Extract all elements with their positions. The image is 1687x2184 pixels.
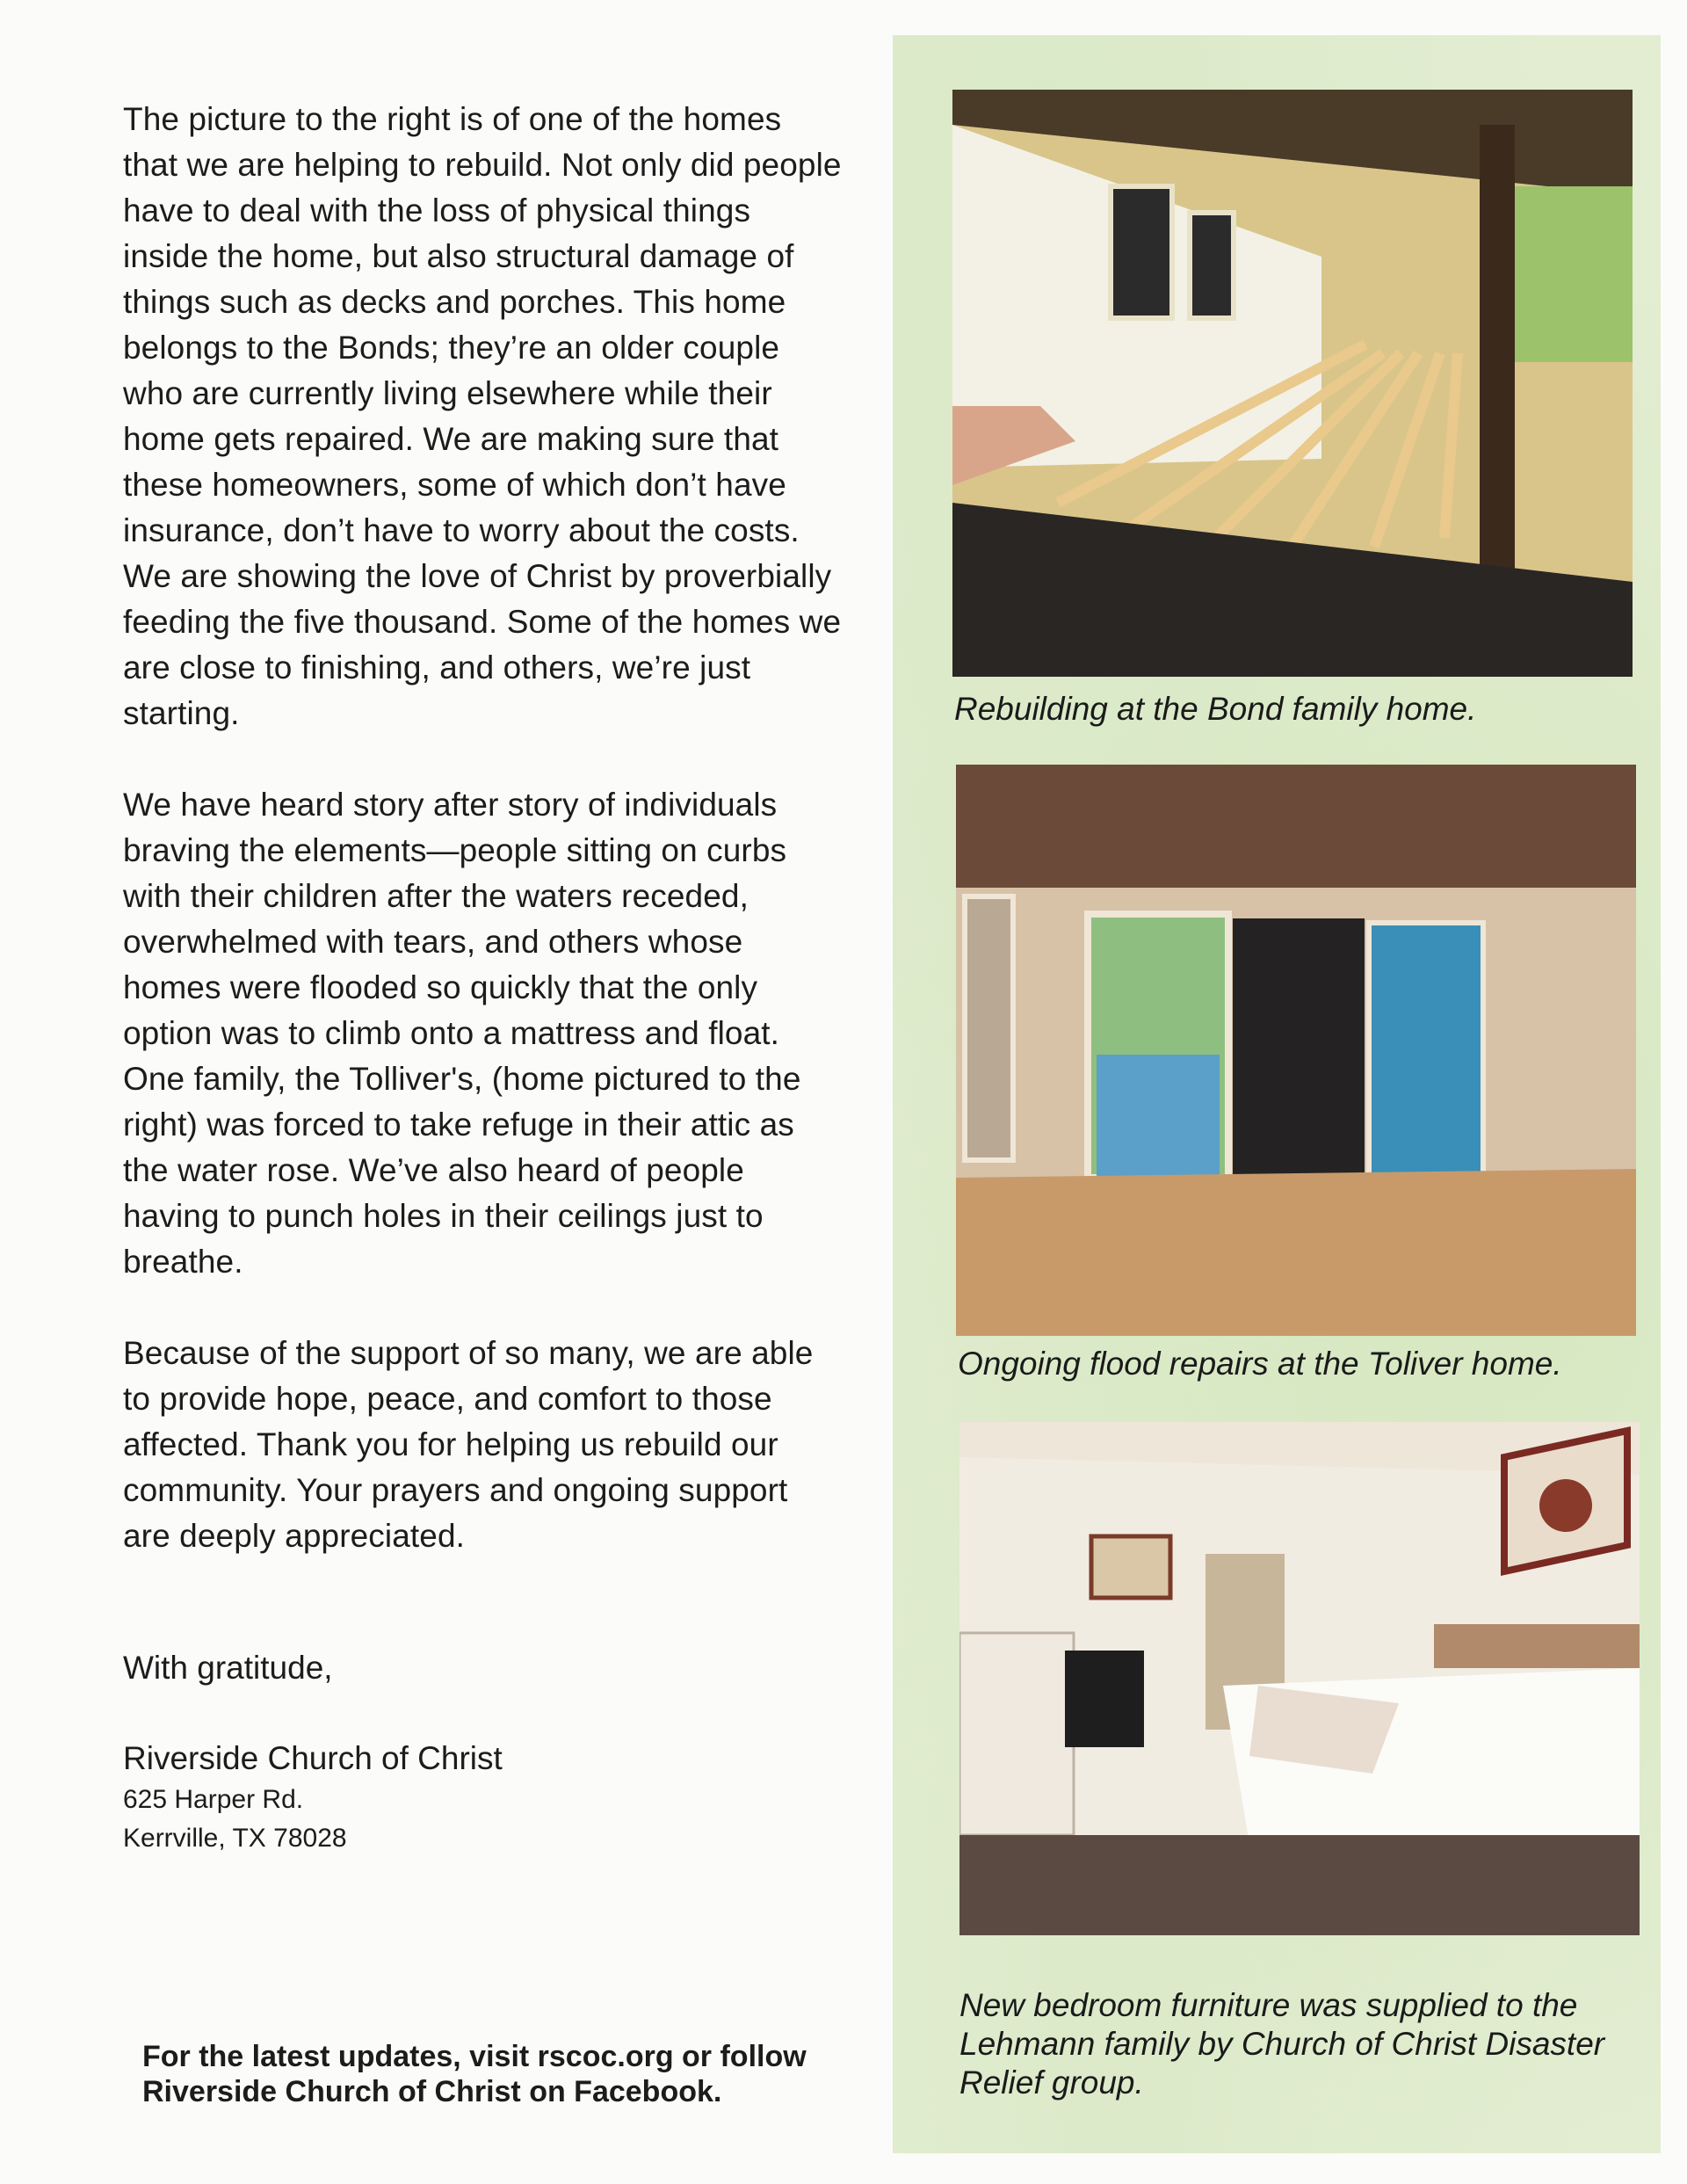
paragraph-2: We have heard story after story of individuals braving the elements—people sitting on curbs with their children after the waters receded, overwhelmed with tears, and others whose homes were flooded so quickly that the only option was to climb onto a mattress and float. One family, the Tolliver's, (home pictured to the right) was forced to take refuge in their attic as the water rose. We’ve also heard of people having to punch holes in their ceilings just to breathe. (123, 787, 801, 1280)
lehmann-home-photo (959, 1422, 1640, 1935)
flood-room-image (956, 765, 1636, 1336)
org-name: Riverside Church of Christ (123, 1740, 503, 1776)
porch-rebuild-image (952, 90, 1633, 677)
bedroom-image (959, 1422, 1640, 1935)
paragraph-1: The picture to the right is of one of the homes that we are helping to rebuild. Not only did people have to deal with the loss of physical things inside the home, but also structural damage of things such as decks and porches. This home belongs to the Bonds; they’re an older couple who are currently living elsewhere while their home gets repaired. We are making sure that these homeowners, some of which don’t have insurance, don’t have to worry about the costs. We are showing the love of Christ by proverbially feeding the five thousand. Some of the homes we are close to finishing, and others, we’re just starting. (123, 101, 842, 731)
toliver-home-photo (956, 765, 1636, 1336)
paragraph-3: Because of the support of so many, we are able to provide hope, peace, and comfort to those affected. Thank you for helping us rebuild our community. Your prayers and ongoing support are deeply appreciated. (123, 1335, 814, 1554)
bond-photo-caption: Rebuilding at the Bond family home. (954, 691, 1477, 727)
closing-line: With gratitude, (123, 1650, 333, 1686)
address-line-2: Kerrville, TX 78028 (123, 1824, 347, 1853)
toliver-photo-caption: Ongoing flood repairs at the Toliver home. (958, 1346, 1562, 1382)
photo-panel (893, 35, 1661, 2153)
footer-note: For the latest updates, visit rscoc.org or follow Riverside Church of Christ on Facebook. (142, 2040, 807, 2108)
letter-body (123, 97, 844, 1858)
address-line-1: 625 Harper Rd. (123, 1785, 304, 1814)
bond-home-photo (952, 90, 1633, 677)
lehmann-photo-caption: New bedroom furniture was supplied to the Lehmann family by Church of Christ Disaster Relief group. (959, 1987, 1605, 2101)
